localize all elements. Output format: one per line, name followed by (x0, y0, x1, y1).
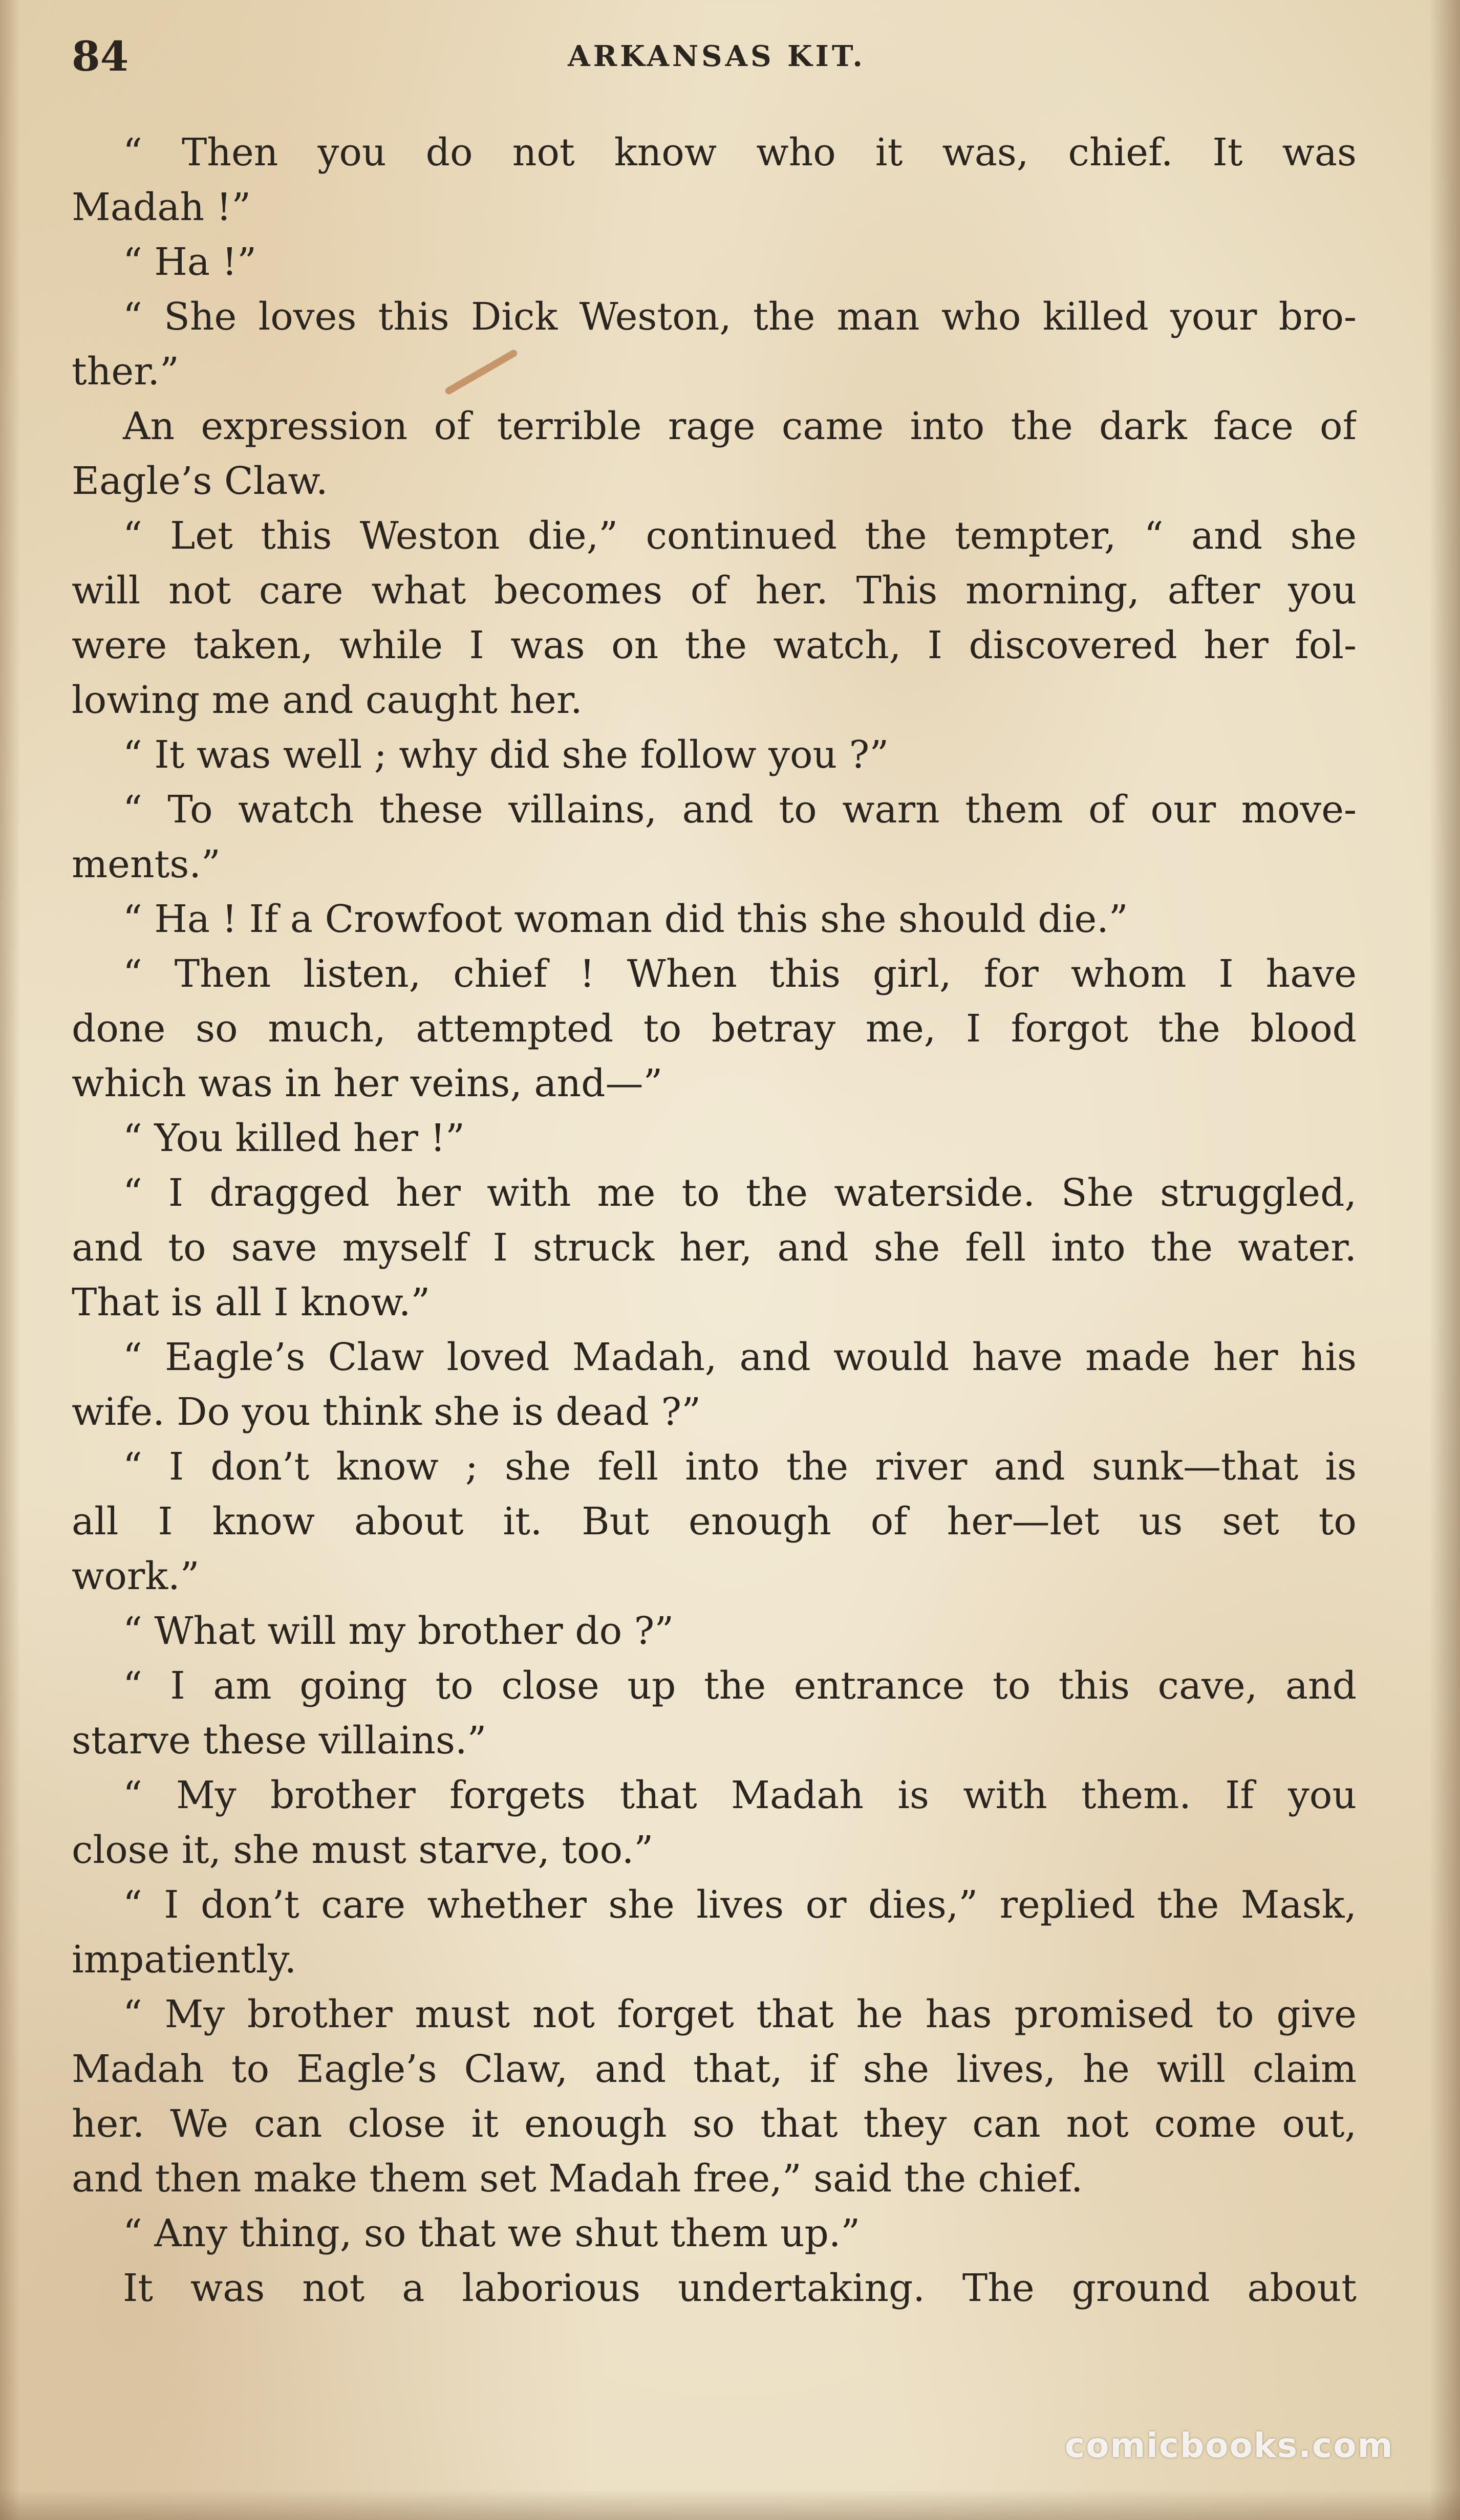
text-line: impatiently. (72, 1938, 297, 1982)
text-line: done so much, attempted to betray me, I forgot the blood (72, 1007, 1357, 1051)
text-line: ments.” (72, 842, 221, 886)
text-line: Madah !” (72, 185, 251, 229)
text-line: ther.” (72, 350, 179, 394)
text-line: all I know about it. But enough of her—let us set to (72, 1500, 1357, 1544)
page-edge-shadow-bottom (0, 2489, 1460, 2520)
text-line: An expression of terrible rage came into the dark face of (123, 404, 1357, 448)
text-line: and to save myself I struck her, and she fell into the water. (72, 1226, 1357, 1270)
text-line: “ She loves this Dick Weston, the man who killed your bro- (123, 295, 1357, 339)
text-line: “ My brother forgets that Madah is with them. If you (123, 1773, 1357, 1817)
text-line: “ You killed her !” (123, 1116, 465, 1160)
text-line: wife. Do you think she is dead ?” (72, 1390, 701, 1434)
text-line: That is all I know.” (72, 1280, 431, 1324)
text-line: “ I am going to close up the entrance to this cave, and (123, 1664, 1357, 1708)
text-line: close it, she must starve, too.” (72, 1828, 654, 1872)
text-line: “ I don’t know ; she fell into the river and sunk—that is (123, 1445, 1357, 1489)
text-line: Eagle’s Claw. (72, 459, 328, 503)
text-line: Madah to Eagle’s Claw, and that, if she lives, he will claim (72, 2047, 1357, 2091)
text-line: “ It was well ; why did she follow you ?” (123, 733, 889, 777)
text-line: her. We can close it enough so that they can not come out, (72, 2102, 1357, 2146)
text-line: “ Ha ! If a Crowfoot woman did this she should die.” (123, 897, 1128, 941)
text-line: starve these villains.” (72, 1719, 487, 1763)
page-header (72, 26, 1362, 87)
page-edge-shadow-right (1429, 0, 1460, 2520)
page-number: 84 (72, 32, 129, 80)
text-line: “ Any thing, so that we shut them up.” (123, 2211, 861, 2255)
text-line: “ My brother must not forget that he has promised to give (123, 1992, 1357, 2036)
text-line: “ To watch these villains, and to warn them of our move- (123, 788, 1357, 832)
text-line: work.” (72, 1554, 200, 1598)
text-line: which was in her veins, and—” (72, 1061, 663, 1105)
text-line: It was not a laborious undertaking. The ground about (123, 2266, 1357, 2310)
text-line: “ I don’t care whether she lives or dies,” replied the Mask, (123, 1883, 1357, 1927)
text-line: “ I dragged her with me to the waterside. She struggled, (123, 1171, 1357, 1215)
running-head: ARKANSAS KIT. (568, 39, 866, 73)
text-line: will not care what becomes of her. This morning, after you (72, 569, 1357, 613)
page-edge-shadow-left (0, 0, 20, 2520)
text-line: were taken, while I was on the watch, I discovered her fol- (72, 623, 1357, 667)
text-line: “ What will my brother do ?” (123, 1609, 674, 1653)
text-line: and then make them set Madah free,” said the chief. (72, 2157, 1083, 2201)
text-line: “ Let this Weston die,” continued the tempter, “ and she (123, 514, 1357, 558)
text-line: “ Then you do not know who it was, chief. It was (123, 131, 1357, 175)
watermark: comicbooks.com (1065, 2426, 1394, 2465)
text-line: “ Then listen, chief ! When this girl, for whom I have (123, 952, 1357, 996)
text-line: lowing me and caught her. (72, 678, 583, 722)
body-text (72, 125, 1357, 2316)
text-line: “ Ha !” (123, 240, 257, 284)
text-line: “ Eagle’s Claw loved Madah, and would have made her his (123, 1335, 1357, 1379)
